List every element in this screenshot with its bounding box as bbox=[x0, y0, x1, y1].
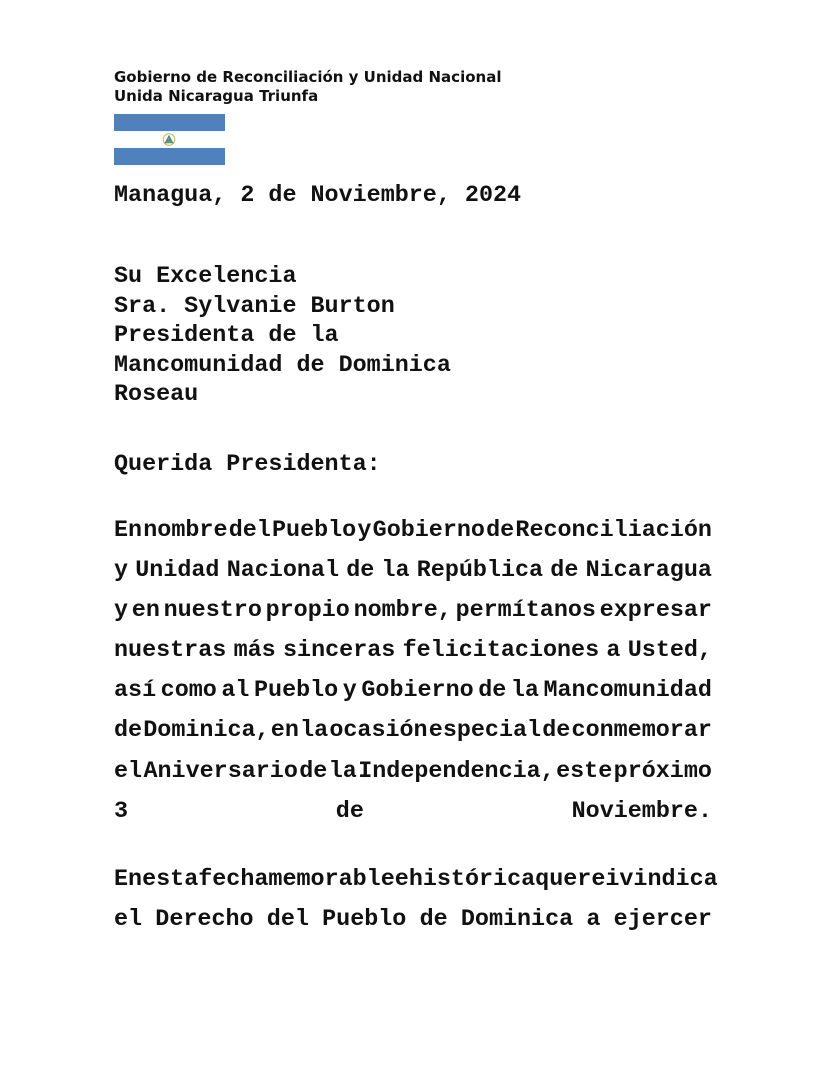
word: especial bbox=[428, 718, 542, 745]
word: ejercer bbox=[613, 907, 712, 934]
word: memorable bbox=[268, 867, 395, 893]
recipient-block bbox=[114, 263, 451, 411]
flag-stripe-bottom bbox=[114, 148, 225, 165]
word: como bbox=[160, 678, 217, 705]
paragraph-line bbox=[114, 900, 712, 940]
word: sinceras bbox=[283, 638, 396, 665]
word: más bbox=[233, 638, 276, 665]
word: Aniversario bbox=[143, 758, 298, 785]
word: en bbox=[131, 598, 160, 625]
word: el bbox=[114, 758, 143, 785]
word: y bbox=[357, 518, 372, 544]
word: Independencia, bbox=[358, 758, 555, 785]
word: reivindica bbox=[577, 867, 718, 893]
flag-stripe-top bbox=[114, 114, 225, 131]
nicaragua-flag-icon bbox=[114, 114, 225, 165]
word: República bbox=[416, 558, 544, 585]
word: y bbox=[114, 598, 129, 625]
recipient-line: Roseau bbox=[114, 382, 199, 409]
word: este bbox=[556, 758, 613, 785]
word: Derecho bbox=[155, 907, 254, 934]
word: a bbox=[586, 907, 601, 934]
word: Gobierno bbox=[361, 678, 474, 705]
word: la bbox=[381, 558, 410, 585]
word: Unidad bbox=[135, 558, 220, 585]
letter-date: Managua, 2 de Noviembre, 2024 bbox=[114, 183, 522, 209]
word: Dominica bbox=[460, 907, 574, 934]
word: de bbox=[114, 718, 143, 745]
word: así bbox=[114, 678, 157, 705]
word: del bbox=[266, 907, 309, 934]
word: Nicaragua bbox=[585, 558, 712, 585]
recipient-line: Su Excelencia bbox=[114, 264, 297, 290]
salutation: Querida Presidenta: bbox=[114, 452, 381, 478]
word: En bbox=[114, 518, 143, 544]
paragraph-line bbox=[114, 671, 712, 711]
word: conmemorar bbox=[571, 718, 712, 745]
word: nombre, bbox=[353, 598, 452, 625]
flag-stripe-middle bbox=[114, 131, 225, 148]
recipient-line: Mancomunidad de Dominica bbox=[114, 352, 451, 379]
word: Gobierno bbox=[372, 518, 485, 544]
paragraph-line bbox=[114, 551, 712, 591]
word: del bbox=[228, 518, 271, 544]
word: propio bbox=[265, 598, 350, 625]
word: Dominica, bbox=[143, 718, 270, 745]
recipient-line: Presidenta de la bbox=[114, 323, 339, 350]
paragraph-line bbox=[114, 591, 712, 631]
word: a bbox=[606, 638, 621, 665]
word: de bbox=[486, 518, 515, 544]
paragraph-line bbox=[114, 631, 712, 671]
word: de bbox=[419, 907, 448, 934]
word: Usted, bbox=[627, 638, 712, 665]
letterhead-government-name: Gobierno de Reconciliación y Unidad Nacional bbox=[114, 68, 502, 86]
word: esta bbox=[142, 867, 199, 893]
word: fecha bbox=[198, 867, 269, 893]
recipient-line: Sra. Sylvanie Burton bbox=[114, 293, 395, 320]
word: de bbox=[542, 718, 571, 745]
word: histórica bbox=[408, 867, 536, 893]
word: de bbox=[346, 558, 375, 585]
letterhead bbox=[114, 68, 501, 106]
word: e bbox=[394, 867, 409, 893]
word: de bbox=[478, 678, 507, 705]
word: felicitaciones bbox=[402, 638, 600, 665]
paragraph-line bbox=[114, 752, 712, 792]
word: ocasión bbox=[329, 718, 428, 745]
paragraph-line bbox=[114, 711, 712, 751]
word: la bbox=[328, 758, 357, 785]
word: Reconciliación bbox=[515, 518, 712, 544]
word: Pueblo bbox=[322, 907, 407, 934]
word: próximo bbox=[613, 758, 712, 785]
coat-of-arms-icon bbox=[162, 133, 176, 146]
paragraph-line bbox=[114, 511, 712, 551]
paragraph-line: 3 de Noviembre. bbox=[114, 798, 712, 825]
word: expresar bbox=[599, 598, 712, 625]
word: nuestro bbox=[163, 598, 262, 625]
word: Pueblo bbox=[272, 518, 357, 544]
word: que bbox=[535, 867, 578, 893]
word: el bbox=[114, 907, 143, 934]
letterhead-slogan: Unida Nicaragua Triunfa bbox=[114, 87, 319, 105]
word: nombre bbox=[143, 518, 228, 544]
paragraph-line bbox=[114, 860, 718, 900]
word: Mancomunidad bbox=[543, 678, 712, 705]
word: en bbox=[270, 718, 299, 745]
word: de bbox=[299, 758, 328, 785]
word: y bbox=[114, 558, 129, 585]
word: Pueblo bbox=[254, 678, 339, 705]
body-paragraph-2 bbox=[114, 860, 718, 940]
word: Nacional bbox=[226, 558, 339, 585]
word: la bbox=[510, 678, 539, 705]
word: permítanos bbox=[455, 598, 596, 625]
word: de bbox=[550, 558, 579, 585]
word: y bbox=[342, 678, 357, 705]
body-paragraph-1 bbox=[114, 511, 712, 832]
word: En bbox=[114, 867, 143, 893]
word: al bbox=[221, 678, 250, 705]
word: la bbox=[300, 718, 329, 745]
word: nuestras bbox=[114, 638, 227, 665]
